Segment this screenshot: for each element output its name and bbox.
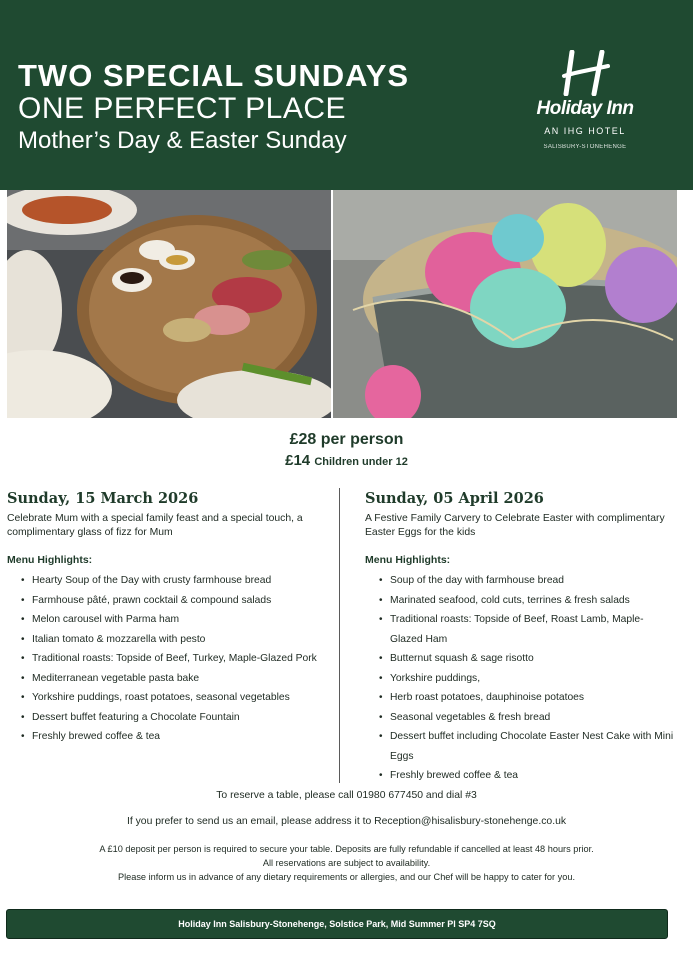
easter-sunday-date: Sunday, 05 April 2026 bbox=[365, 490, 544, 507]
list-item: • Melon carousel with Parma ham bbox=[7, 610, 332, 630]
footer-address-bar: Holiday Inn Salisbury-Stonehenge, Solstice Park, Mid Summer Pl SP4 7SQ bbox=[6, 909, 668, 939]
list-item: • Freshly brewed coffee & tea bbox=[7, 727, 332, 747]
easter-sunday-menu-heading: Menu Highlights: bbox=[365, 554, 451, 566]
reservation-phone-line: To reserve a table, please call 01980 677450 and dial #3 bbox=[216, 790, 477, 801]
list-item: • Italian tomato & mozzarella with pesto bbox=[7, 630, 332, 650]
header-banner bbox=[0, 0, 693, 190]
list-item: • Farmhouse pâté, prawn cocktail & compound salads bbox=[7, 591, 332, 611]
list-item: • Traditional roasts: Topside of Beef, Roast Lamb, Maple-Glazed Ham bbox=[365, 610, 675, 649]
list-item: • Traditional roasts: Topside of Beef, Turkey, Maple-Glazed Pork bbox=[7, 649, 332, 669]
deposit-policy: A £10 deposit per person is required to secure your table. Deposits are fully refundable if cancelled at least 48 hours prior. bbox=[99, 844, 594, 854]
logo-brand: Holiday Inn bbox=[536, 98, 634, 119]
list-item: • Mediterranean vegetable pasta bake bbox=[7, 669, 332, 689]
list-item: • Yorkshire puddings, bbox=[365, 669, 675, 689]
list-item: • Hearty Soup of the Day with crusty farmhouse bread bbox=[7, 571, 332, 591]
list-item: • Dessert buffet featuring a Chocolate Fountain bbox=[7, 708, 332, 728]
easter-eggs-photo bbox=[333, 190, 677, 418]
list-item: • Herb roast potatoes, dauphinoise potatoes bbox=[365, 688, 675, 708]
easter-sunday-menu-list bbox=[365, 571, 675, 786]
reservation-email-line: If you prefer to send us an email, please address it to Reception@hisalisbury-stonehenge.co.uk bbox=[126, 816, 567, 827]
list-item: • Soup of the day with farmhouse bread bbox=[365, 571, 675, 591]
adult-price: £28 per person bbox=[289, 431, 404, 448]
list-item: • Dessert buffet including Chocolate Easter Nest Cake with Mini Eggs bbox=[365, 727, 675, 766]
mothers-day-menu-list bbox=[7, 571, 332, 747]
headline-line-1: TWO SPECIAL SUNDAYS bbox=[18, 58, 410, 93]
mothers-day-description: Celebrate Mum with a special family feast and a special touch, a complimentary glass of fizz for Mum bbox=[7, 513, 303, 538]
mothers-day-section bbox=[7, 490, 332, 747]
column-divider bbox=[339, 488, 340, 783]
child-price-amount: £14 bbox=[285, 452, 311, 469]
mothers-day-menu-heading: Menu Highlights: bbox=[7, 554, 93, 566]
list-item: • Butternut squash & sage risotto bbox=[365, 649, 675, 669]
easter-sunday-section bbox=[365, 490, 675, 786]
holiday-inn-logo bbox=[520, 50, 650, 150]
list-item: • Freshly brewed coffee & tea bbox=[365, 766, 675, 786]
headline-line-2: ONE PERFECT PLACE bbox=[18, 92, 347, 125]
food-platter-photo bbox=[7, 190, 331, 418]
mothers-day-date: Sunday, 15 March 2026 bbox=[7, 490, 199, 507]
list-item: • Seasonal vegetables & fresh bread bbox=[365, 708, 675, 728]
list-item: • Yorkshire puddings, roast potatoes, seasonal vegetables bbox=[7, 688, 332, 708]
easter-sunday-description: A Festive Family Carvery to Celebrate Easter with complimentary Easter Eggs for the kids bbox=[365, 513, 665, 538]
list-item: • Marinated seafood, cold cuts, terrines & fresh salads bbox=[365, 591, 675, 611]
dietary-note: Please inform us in advance of any dietary requirements or allergies, and our Chef will be happy to cater for you. bbox=[117, 872, 576, 882]
logo-location: SALISBURY-STONEHENGE bbox=[543, 144, 627, 150]
headline-line-3: Mother’s Day & Easter Sunday bbox=[18, 127, 347, 154]
logo-tagline: AN IHG HOTEL bbox=[544, 126, 626, 136]
availability-note: All reservations are subject to availability. bbox=[262, 858, 431, 868]
child-price bbox=[0, 452, 693, 469]
child-price-label: Children under 12 bbox=[314, 456, 408, 468]
holiday-inn-h-icon bbox=[558, 50, 612, 96]
